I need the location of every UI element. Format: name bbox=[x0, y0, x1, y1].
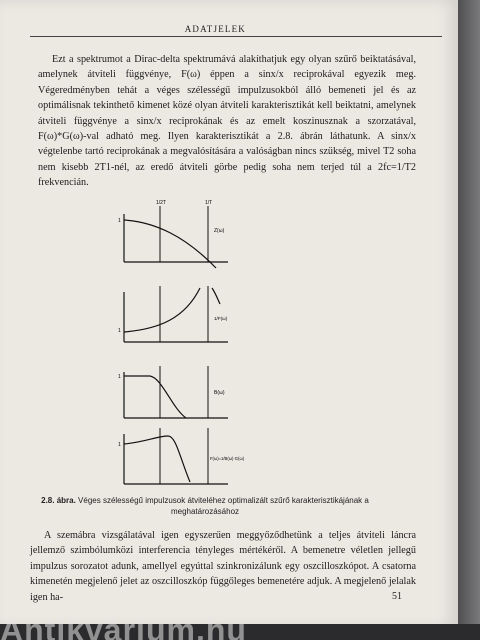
figure-caption bbox=[40, 495, 370, 517]
panel3-label: B(ω) bbox=[214, 390, 225, 396]
panel2-curve-left bbox=[124, 288, 200, 332]
page-edge-shadow bbox=[458, 0, 480, 628]
panel-product bbox=[118, 428, 245, 484]
panel2-y-tick: 1 bbox=[118, 328, 121, 334]
panel1-y-tick: 1 bbox=[118, 218, 121, 224]
panel2-curve-right bbox=[212, 288, 220, 304]
running-header bbox=[30, 22, 442, 37]
paragraph-1: Ezt a spektrumot a Dirac-delta spektrumává alakíthatjuk egy olyan szűrő beiktatásával, amelynek átviteli függvénye, F(ω) éppen a sinx/x reciprokával egyezik meg. Végeredményben tehát a véges szélességű impulzusokból álló bemeneti jel és az optimálisnak tekinthető kimenet közé olyan átviteli karakterisztikát kell beiktatni, amelynek átviteli függvénye a sinx/x reciprokának és az emelt koszinusznak a szorzatával, F(ω)*G(ω)-val adható meg. Ilyen karakterisztikát a 2.8. ábrán láthatunk. A sinx/x végtelenbe tartó reciprokának a megvalósítására a valóságban nincs szükség, mivel T2 soha nem kisebb 2T1-nél, az eredő átviteli görbe pedig soha nem terjed túl a 2fc=1/T2 frekvencián. bbox=[38, 54, 416, 189]
tick-label-half-T: 1/2T bbox=[156, 200, 167, 206]
panel-b bbox=[118, 366, 228, 418]
tick-label-T: 1/T bbox=[205, 200, 213, 206]
panel4-curve bbox=[124, 436, 190, 482]
caption-text: Véges szélességű impulzusok átviteléhez optimalizált szűrő karakterisztikájának a meghatározásához bbox=[78, 496, 369, 516]
panel1-curve bbox=[124, 220, 216, 268]
panel3-y-tick: 1 bbox=[118, 374, 121, 380]
panel-z bbox=[118, 200, 228, 268]
watermark: Antikvárium.hu bbox=[0, 612, 247, 640]
caption-number: 2.8. ábra. bbox=[41, 496, 76, 505]
panel-inverse-f bbox=[118, 286, 228, 342]
figure-2-8 bbox=[100, 196, 260, 488]
panel2-label: 1/F(ω) bbox=[214, 316, 228, 321]
panel4-label: F(ω)=1/B(ω)·G(ω) bbox=[210, 456, 245, 461]
page-number: 51 bbox=[392, 591, 402, 602]
header-title: ADATJELEK bbox=[184, 24, 246, 34]
paragraph-2: A szemábra vizsgálatával igen egyszerűen meggyőződhetünk a teljes átviteli láncra jellemző szimbólumközi interferencia tényleges mértékéről. A bemenetre véletlen jellegű impulzus sorozatot adunk, amellyel egyúttal szinkronizálunk egy oszcilloszkópot. A csatorna kimenetén megjelenő jelet az oszcilloszkóp függőleges bemenetére adjuk. A megjelenő jelalak igen ha- bbox=[30, 530, 416, 603]
panel3-curve bbox=[124, 376, 186, 418]
panel4-y-tick: 1 bbox=[118, 442, 121, 448]
panel1-label: Z(ω) bbox=[214, 228, 225, 234]
